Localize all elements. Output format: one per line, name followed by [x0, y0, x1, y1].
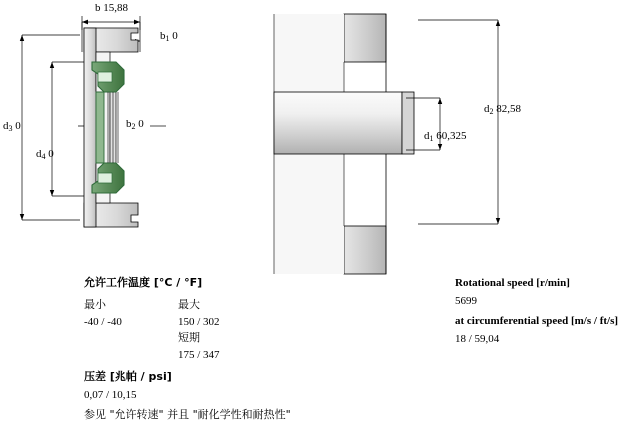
- dim-d4-value: 0: [48, 148, 54, 160]
- temperature-shortterm-label: 短期: [178, 331, 200, 344]
- temperature-min-value: -40 / -40: [84, 316, 122, 328]
- dim-b2-value: 0: [138, 118, 144, 130]
- temperature-title: 允许工作温度 [°C / °F]: [84, 276, 203, 289]
- dim-d3-label: $d_3$ 0: [3, 120, 21, 133]
- shaft: [274, 92, 414, 154]
- dim-d3: [20, 35, 80, 220]
- dim-b2-subscript: 2: [131, 122, 136, 131]
- temperature-max-label: 最大: [178, 298, 200, 311]
- dim-b1-value: 0: [172, 30, 178, 42]
- rotational-speed-value: 5699: [455, 295, 477, 307]
- dim-b-label: b 15,88: [95, 2, 128, 14]
- dim-d1-label: $d_1$ 60,325: [424, 130, 467, 143]
- temperature-shortterm-value: 175 / 347: [178, 349, 220, 361]
- pressure-title: 压差 [兆帕 / psi]: [84, 370, 172, 383]
- dim-b2-label: $b_2$ 0: [126, 118, 144, 131]
- dim-b1-label: $b_1$ 0: [160, 30, 178, 43]
- dim-d4-label: $d_4$ 0: [36, 148, 54, 161]
- dim-d3-subscript: 3: [8, 124, 13, 133]
- dim-d4-subscript: 4: [41, 152, 46, 161]
- seal-body-spine: [96, 92, 104, 163]
- circumferential-speed-value: 18 / 59,04: [455, 333, 500, 345]
- dim-d1-subscript: 1: [429, 134, 434, 143]
- dim-d2-label: $d_2$ 82,58: [484, 103, 521, 116]
- temperature-max-value: 150 / 302: [178, 316, 220, 328]
- dim-d2-subscript: 2: [489, 107, 494, 116]
- pressure-value: 0,07 / 10,15: [84, 389, 137, 401]
- reference-note: 参见 "允许转速" 并且 "耐化学性和耐热性": [84, 408, 291, 421]
- temperature-min-label: 最小: [84, 298, 106, 311]
- circumferential-speed-title: at circumferential speed [m/s / ft/s]: [455, 315, 619, 327]
- dim-d3-value: 0: [15, 120, 21, 132]
- dim-d1-value: 60,325: [436, 130, 467, 142]
- dim-d2: [418, 20, 500, 224]
- dim-d2-value: 82,58: [496, 103, 521, 115]
- rotational-speed-title: Rotational speed [r/min]: [455, 277, 570, 289]
- dim-b1-subscript: 1: [165, 34, 170, 43]
